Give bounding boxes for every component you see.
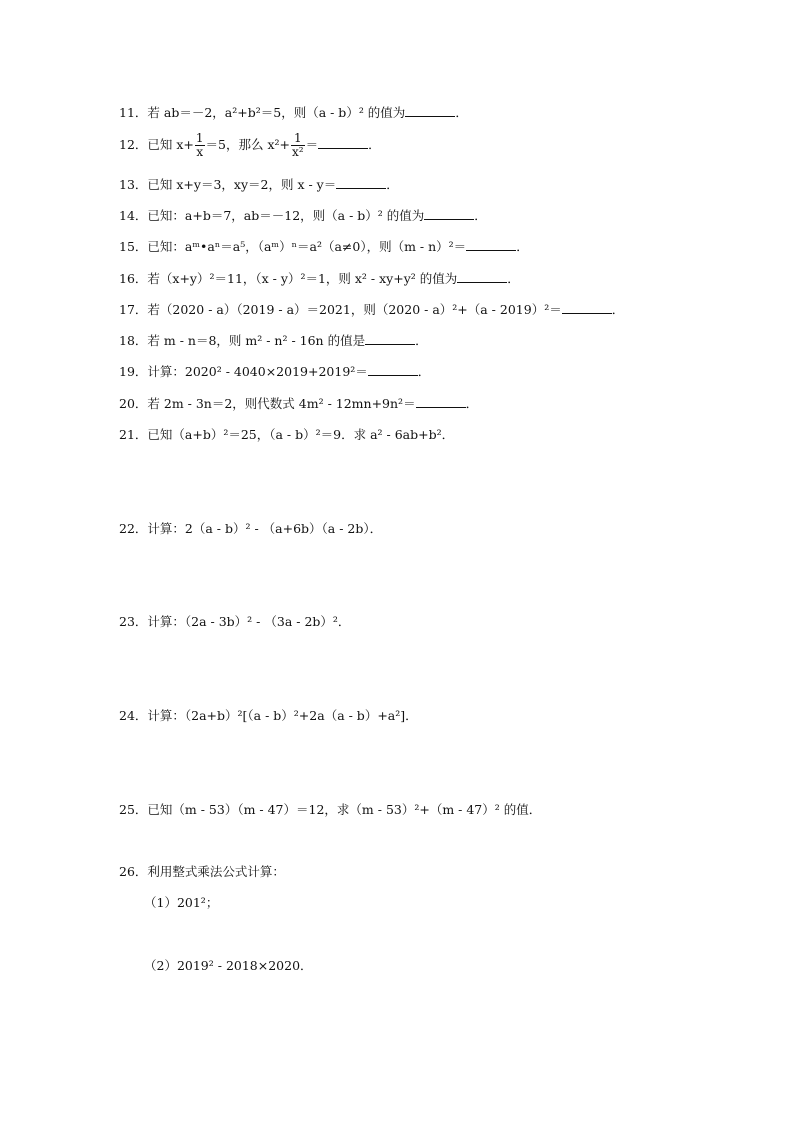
problem-15 bbox=[119, 238, 529, 256]
problem-end: ． bbox=[415, 333, 428, 348]
fraction-1-over-x-squared bbox=[291, 132, 305, 159]
problem-13 bbox=[119, 176, 399, 194]
problem-14 bbox=[119, 207, 487, 225]
problem-end: ． bbox=[417, 364, 431, 379]
problem-text: 18．若 m - n＝8，则 m² - n² - 16n 的值是 bbox=[119, 333, 366, 348]
answer-blank bbox=[405, 104, 455, 117]
problem-26: 26．利用整式乘法公式计算： bbox=[119, 864, 285, 879]
answer-blank bbox=[457, 270, 507, 283]
problem-end: ． bbox=[474, 208, 487, 223]
problem-24: 24．计算：（2a+b）²[（a - b）²+2a（a - b）+a²]． bbox=[119, 708, 418, 723]
problem-end: ． bbox=[455, 105, 468, 120]
answer-blank bbox=[424, 207, 474, 220]
answer-blank bbox=[416, 395, 466, 408]
problem-text: 17．若（2020 - a）（2019 - a）＝2021，则（2020 - a）²+（a - 2019）²＝ bbox=[119, 302, 562, 317]
problem-text: 11．若 ab＝－2，a²+b²＝5，则（a - b）² 的值为 bbox=[119, 105, 406, 120]
problem-text-middle: ＝5，那么 x²+ bbox=[205, 137, 291, 152]
problem-22: 22．计算：2（a - b）² - （a+6b）（a - 2b）． bbox=[119, 521, 383, 536]
problem-end: ． bbox=[611, 302, 625, 317]
problem-end: ． bbox=[516, 239, 529, 254]
answer-blank bbox=[562, 301, 612, 314]
problem-text: 12．已知 x+ bbox=[119, 137, 194, 152]
answer-blank bbox=[466, 238, 516, 251]
problem-11 bbox=[119, 104, 468, 122]
problem-16 bbox=[119, 270, 520, 288]
problem-text: 14．已知：a+b＝7，ab＝－12，则（a - b）² 的值为 bbox=[119, 208, 425, 223]
problem-26-part-1: （1）201²； bbox=[144, 895, 219, 910]
fraction-denominator: x bbox=[196, 145, 204, 159]
problem-26-part-2: （2）2019² - 2018×2020． bbox=[144, 958, 313, 973]
problem-18 bbox=[119, 332, 428, 350]
fraction-numerator: 1 bbox=[291, 132, 305, 146]
answer-blank bbox=[368, 363, 418, 376]
problem-end: ． bbox=[386, 177, 399, 192]
problem-21: 21．已知（a+b）²＝25，（a - b）²＝9．求 a² - 6ab+b²． bbox=[119, 427, 455, 442]
problem-text: 13．已知 x+y＝3，xy＝2，则 x - y＝ bbox=[119, 177, 337, 192]
fraction-numerator: 1 bbox=[195, 131, 204, 145]
problem-19 bbox=[119, 363, 430, 381]
fraction-denominator: x² bbox=[292, 145, 304, 159]
problem-text: 20．若 2m - 3n＝2，则代数式 4m² - 12mn+9n²＝ bbox=[119, 396, 416, 411]
fraction-1-over-x bbox=[195, 132, 205, 159]
problem-end: ． bbox=[507, 271, 520, 286]
problem-12 bbox=[119, 130, 381, 160]
problem-text: 15．已知：aᵐ•aⁿ＝a⁵，（aᵐ）ⁿ＝a²（a≠0），则（m - n）²＝ bbox=[119, 239, 467, 254]
answer-blank bbox=[318, 136, 368, 149]
answer-blank bbox=[336, 176, 386, 189]
problem-text: 19．计算：2020² - 4040×2019+2019²＝ bbox=[119, 364, 368, 379]
problem-17 bbox=[119, 301, 624, 319]
problem-end: ． bbox=[465, 396, 479, 411]
problem-25: 25．已知（m - 53）（m - 47）＝12，求（m - 53）²+（m - 47）² 的值． bbox=[119, 802, 542, 817]
answer-blank bbox=[365, 332, 415, 345]
problem-text-equals: ＝ bbox=[305, 137, 319, 152]
problem-20 bbox=[119, 395, 478, 413]
problem-23: 23．计算：（2a - 3b）² - （3a - 2b）²． bbox=[119, 614, 351, 629]
problem-end: ． bbox=[368, 137, 381, 152]
problem-text: 16．若（x+y）²＝11，（x - y）²＝1，则 x² - xy+y² 的值为 bbox=[119, 271, 458, 286]
